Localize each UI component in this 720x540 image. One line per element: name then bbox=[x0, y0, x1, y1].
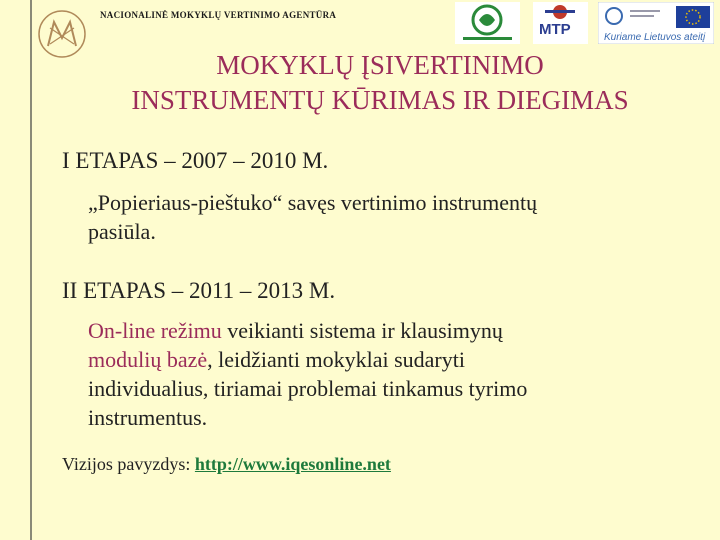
vision-example bbox=[62, 454, 391, 475]
stage-2-heading: II ETAPAS – 2011 – 2013 M. bbox=[62, 278, 336, 303]
stage-1-line-2: pasiūla. bbox=[88, 219, 156, 244]
agency-name: NACIONALINĖ MOKYKLŲ VERTINIMO AGENTŪRA bbox=[100, 10, 337, 20]
stage-2-text-2: , leidžianti mokyklai sudaryti bbox=[207, 347, 465, 372]
stage-2-line-4: instrumentus. bbox=[88, 405, 208, 430]
highlight-online: On-line režimu bbox=[88, 318, 222, 343]
stage-1-line-1: „Popieriaus-pieštuko“ savęs vertinimo instrumentų bbox=[88, 190, 538, 215]
highlight-module-base: modulių bazė bbox=[88, 347, 208, 372]
eu-slogan: Kuriame Lietuvos ateitį bbox=[604, 32, 706, 43]
stage-2-line-2 bbox=[88, 345, 708, 374]
partner-logo-mtp bbox=[533, 2, 588, 44]
stage-2-text-1: veikianti sistema ir klausimynų bbox=[221, 318, 503, 343]
title-line-1: MOKYKLŲ ĮSIVERTINIMO bbox=[216, 50, 544, 80]
partner-logo-eu bbox=[598, 2, 714, 44]
stage-2-line-1 bbox=[88, 316, 708, 345]
stage-2-description bbox=[88, 316, 708, 432]
vision-link[interactable]: http://www.iqesonline.net bbox=[194, 454, 391, 474]
partner-logo-green bbox=[455, 2, 520, 44]
vision-label: Vizijos pavyzdys: bbox=[62, 454, 195, 474]
page-title bbox=[40, 48, 720, 118]
left-vertical-rule bbox=[30, 0, 32, 540]
stage-2-line-3: individualius, tiriamai problemai tinkamus tyrimo bbox=[88, 376, 528, 401]
mtp-text: MTP bbox=[539, 21, 571, 38]
title-line-2: INSTRUMENTŲ KŪRIMAS IR DIEGIMAS bbox=[131, 85, 629, 115]
stage-1-description bbox=[88, 188, 708, 246]
stage-1-heading: I ETAPAS – 2007 – 2010 M. bbox=[62, 148, 329, 173]
